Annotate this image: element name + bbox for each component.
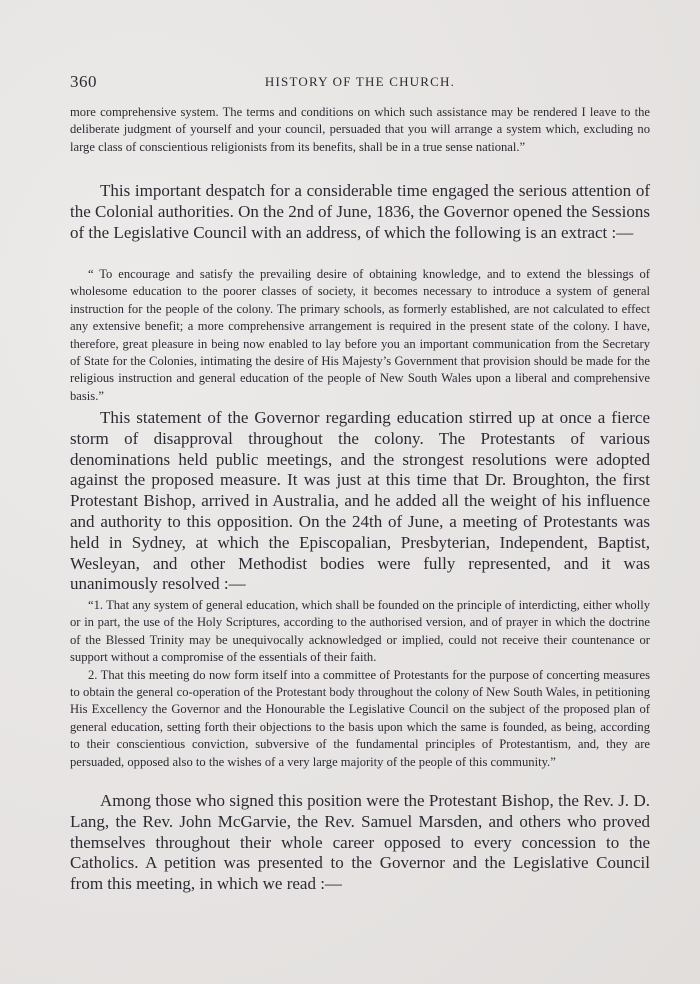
paragraph: This statement of the Governor regarding education stirred up at once a fierce storm of disapproval throughout the colony. The Protestants of various denominations held public meetings, and the strongest resolutions were adopted against the proposed measure. It was just at this time that Dr. Broughton, the first Protestant Bishop, arrived in Australia, and he added all the weight of his influence and authority to this opposition. On the 24th of June, a meeting of Protestants was held in Sydney, at which the Episcopalian, Presbyterian, Independent, Baptist, Wesleyan, and other Methodist bodies were fully represented, and it was unanimously resolved :— bbox=[70, 408, 650, 594]
paragraph: more comprehensive system. The terms and conditions on which such assistance may be rendered I leave to the deliberate judgment of yourself and your council, persuaded that you will arrange a system which, excluding no large class of conscientious religionists from its benefits, shall be in a true sense national.” bbox=[70, 105, 650, 154]
paragraph: Among those who signed this position were the Protestant Bishop, the Rev. J. D. Lang, the Rev. John McGarvie, the Rev. Samuel Marsden, and others who proved themselves throughout their whole career opposed to every concession to the Catholics. A petition was presented to the Governor and the Legislative Council from this meeting, in which we read :— bbox=[70, 791, 650, 894]
page-number: 360 bbox=[70, 72, 97, 91]
paragraph: “ To encourage and satisfy the prevailing desire of obtaining knowledge, and to extend the blessings of wholesome education to the poorer classes of society, it becomes necessary to introduce a system of general instruction for the people of the colony. The primary schools, as formerly established, are not calculated to effect any extensive benefit; a more comprehensive arrangement is required in the present state of the colony. I have, therefore, great pleasure in being now enabled to lay before you an important communication from the Secretary of State for the Colonies, intimating the desire of His Majesty’s Government that provision should be made for the religious instruction and general education of the people of New South Wales upon a liberal and comprehensive basis.” bbox=[70, 267, 650, 403]
body-paragraph bbox=[70, 408, 650, 595]
paragraph: This important despatch for a considerable time engaged the serious attention of the Colonial authorities. On the 2nd of June, 1836, the Governor opened the Sessions of the Legislative Council with an address, of which the following is an extract :— bbox=[70, 181, 650, 242]
page-header bbox=[70, 72, 650, 92]
body-paragraph bbox=[70, 791, 650, 895]
resolution-1: “1. That any system of general education, which shall be founded on the principle of interdicting, either wholly or in part, the use of the Holy Scriptures, according to the authorised version, and of prayer in which the doctrine of the Blessed Trinity may be unequivocally acknowledged or implied, could not receive their countenance or support without a compromise of the essentials of their faith. bbox=[70, 598, 650, 665]
resolution-2: 2. That this meeting do now form itself into a committee of Protestants for the purpose of concerting measures to obtain the general co-operation of the Protestant body throughout the colony of New South Wales, in petitioning His Excellency the Governor and the Honourable the Legislative Council on the subject of the proposed plan of general education, setting forth their objections to the basis upon which the same is founded, as being, according to their conscientious conviction, subversive of the fundamental principles of Protestantism, and, they are persuaded, opposed also to the wishes of a very large majority of the people of this community.” bbox=[70, 667, 650, 769]
quote-continuation bbox=[70, 104, 650, 156]
running-title: HISTORY OF THE CHURCH. bbox=[264, 74, 456, 89]
governor-address-quote bbox=[70, 266, 650, 405]
body-paragraph bbox=[70, 181, 650, 243]
resolutions-quote bbox=[70, 597, 650, 771]
